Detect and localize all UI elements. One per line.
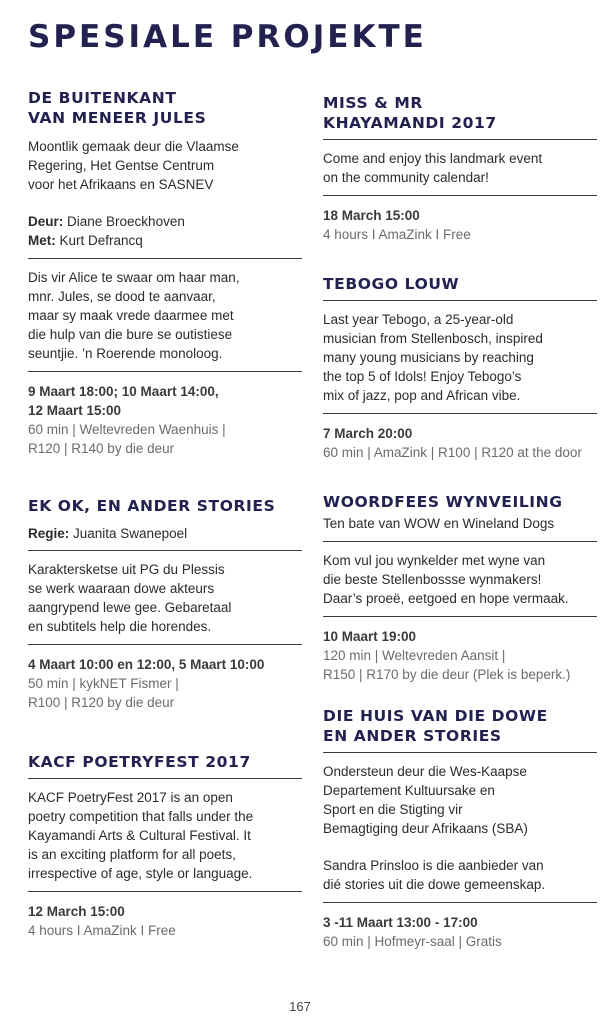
event-dates: 3 -11 Maart 13:00 - 17:00 [323, 915, 478, 930]
event-info: 60 min | AmaZink | R100 | R120 at the door [323, 445, 582, 460]
event-tebogo [323, 274, 597, 462]
event-dates: 9 Maart 18:00; 10 Maart 14:00, 12 Maart 15:00 [28, 384, 219, 418]
event-woordfees [323, 492, 597, 684]
event-title: MISS & MR KHAYAMANDI 2017 [323, 94, 497, 132]
page-title: SPESIALE PROJEKTE [28, 19, 427, 55]
event-title: EK OK, EN ANDER STORIES [28, 497, 276, 515]
event-info: 60 min | Hofmeyr-saal | Gratis [323, 934, 502, 949]
credit-label: Regie: [28, 526, 70, 541]
event-info: 120 min | Weltevreden Aansit | R150 | R170 by die deur (Plek is beperk.) [323, 648, 571, 682]
credit-value: Diane Broeckhoven [63, 214, 185, 229]
event-title: DE BUITENKANT VAN MENEER JULES [28, 89, 207, 127]
event-dates: 18 March 15:00 [323, 208, 420, 223]
divider [323, 139, 597, 140]
left-column [28, 88, 302, 940]
divider [28, 550, 302, 551]
event-description: Last year Tebogo, a 25-year-old musician from Stellenbosch, inspired many young musicians by reaching the top 5 of Idols! Enjoy Tebogo’s mix of jazz, pop and African vibe. [323, 312, 543, 403]
divider [323, 413, 597, 414]
event-description: Kom vul jou wynkelder met wyne van die beste Stellenbossse wynmakers! Daar’s proeë, eetgoed en hope vermaak. [323, 553, 569, 606]
credit-label: Deur: [28, 214, 64, 229]
right-column [323, 93, 597, 951]
divider [28, 891, 302, 892]
event-dates: 12 March 15:00 [28, 904, 125, 919]
event-info: 60 min | Weltevreden Waenhuis | R120 | R140 by die deur [28, 422, 226, 456]
divider [323, 902, 597, 903]
event-info: 4 hours I AmaZink I Free [28, 923, 176, 938]
divider [323, 300, 597, 301]
divider [323, 195, 597, 196]
credit-value: Juanita Swanepoel [69, 526, 188, 541]
divider [28, 778, 302, 779]
divider [323, 752, 597, 753]
credit-label: Met: [28, 233, 56, 248]
event-description: KACF PoetryFest 2017 is an open poetry competition that falls under the Kayamandi Arts & Cultural Festival. It is an exciting platform for all poets, irrespective of age, style or language. [28, 790, 254, 881]
event-description: Come and enjoy this landmark event on the community calendar! [323, 151, 543, 185]
event-ek-ok [28, 496, 302, 712]
page-number: 167 [289, 999, 311, 1014]
credit-value: Kurt Defrancq [55, 233, 143, 248]
divider [28, 644, 302, 645]
event-info: 50 min | kykNET Fismer | R100 | R120 by die deur [28, 676, 179, 710]
event-credit-author [28, 212, 302, 231]
event-huis [323, 706, 597, 951]
divider [323, 541, 597, 542]
event-subtitle: Ten bate van WOW en Wineland Dogs [323, 516, 555, 531]
event-info: 4 hours I AmaZink I Free [323, 227, 471, 242]
event-dates: 4 Maart 10:00 en 12:00, 5 Maart 10:00 [28, 657, 265, 672]
event-dates: 10 Maart 19:00 [323, 629, 417, 644]
divider [28, 371, 302, 372]
event-description: Ondersteun deur die Wes-Kaapse Departement Kultuursake en Sport en die Stigting vir Bemagtiging deur Afrikaans (SBA) [323, 764, 528, 836]
event-buitenkant [28, 88, 302, 458]
event-description-2: Sandra Prinsloo is die aanbieder van dié stories uit die dowe gemeenskap. [323, 858, 546, 892]
divider [28, 258, 302, 259]
event-poetryfest [28, 752, 302, 940]
event-title: KACF POETRYFEST 2017 [28, 753, 251, 771]
event-khayamandi [323, 93, 597, 244]
event-credit-cast [28, 231, 302, 250]
event-title: DIE HUIS VAN DIE DOWE EN ANDER STORIES [323, 707, 548, 745]
event-description: Dis vir Alice te swaar om haar man, mnr. Jules, se dood te aanvaar, maar sy maak vrede daarmee met die hulp van die bure se outistiese seuntjie. ’n Roerende monoloog. [28, 270, 240, 361]
event-sponsor: Moontlik gemaak deur die Vlaamse Regering, Het Gentse Centrum voor het Afrikaans en SASNEV [28, 139, 239, 192]
event-credit-director [28, 524, 302, 543]
event-dates: 7 March 20:00 [323, 426, 413, 441]
divider [323, 616, 597, 617]
event-title: WOORDFEES WYNVEILING [323, 493, 563, 511]
event-title: TEBOGO LOUW [323, 275, 460, 293]
event-description: Karaktersketse uit PG du Plessis se werk waaraan dowe akteurs aangrypend lewe gee. Gebaretaal en subtitels help die horendes. [28, 562, 232, 634]
